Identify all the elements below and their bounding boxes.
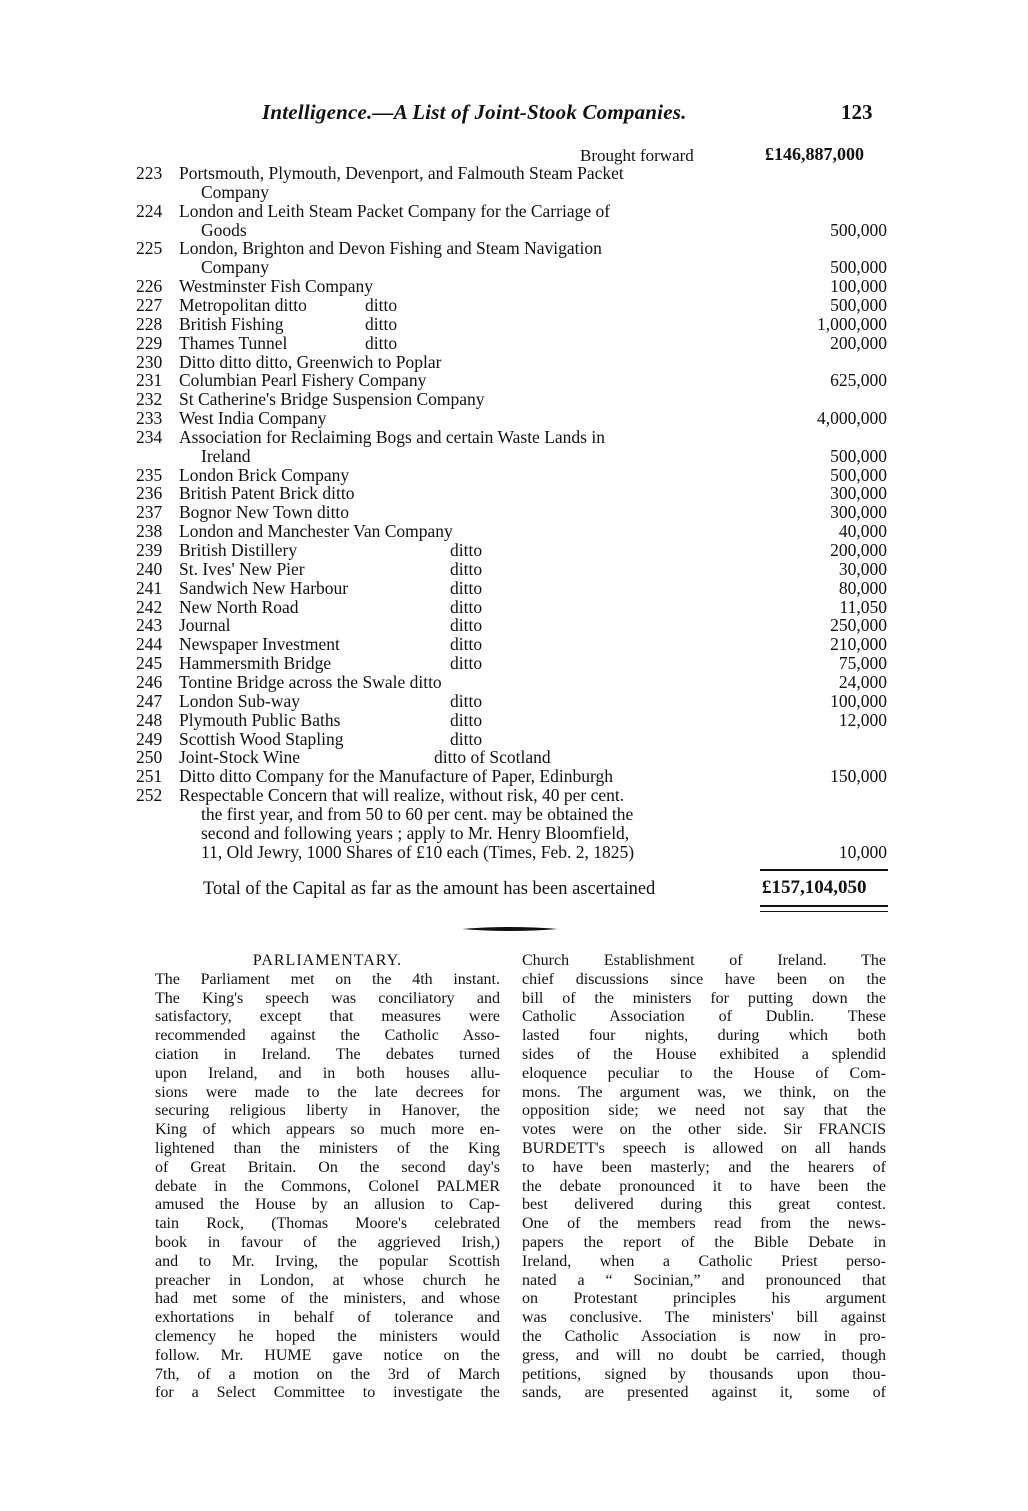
- entry-number: 238: [136, 521, 163, 542]
- entry-name-line: St Catherine's Bridge Suspension Company: [179, 389, 485, 410]
- entry-name-line: Metropolitan ditto: [179, 294, 307, 315]
- entry-amount: 200,000: [830, 540, 887, 560]
- text-line: amused the House by an allusion to Cap-: [155, 1196, 500, 1214]
- entry-amount: 75,000: [838, 653, 887, 674]
- entry-name-line: Ireland: [201, 445, 251, 466]
- entry-ditto: ditto: [450, 728, 483, 749]
- entry-number: 225: [136, 238, 163, 259]
- sum-rule: [760, 869, 888, 871]
- entry-name-line: New North Road: [179, 596, 299, 617]
- entry-name-line: West India Company: [179, 408, 327, 429]
- entry-number: 233: [136, 408, 163, 429]
- entry-name-line: St. Ives' New Pier: [179, 558, 305, 579]
- entry-ditto: ditto: [450, 615, 483, 636]
- entry-number: 246: [136, 671, 163, 692]
- entry-ditto: ditto: [450, 577, 483, 598]
- text-line: One of the members read from the news-: [522, 1215, 886, 1233]
- entry-amount: 10,000: [838, 841, 887, 862]
- entry-number: 231: [136, 370, 163, 391]
- entry-ditto: ditto: [450, 540, 483, 560]
- entry-name-line: Thames Tunnel: [179, 332, 288, 353]
- text-line: of Great Britain. On the second day's: [155, 1158, 500, 1176]
- text-line: to have been masterly; and the hearers of: [522, 1158, 886, 1176]
- entry-ditto: ditto: [365, 332, 398, 353]
- entry-ditto: ditto of Scotland: [434, 747, 551, 768]
- text-line: ciation in Ireland. The debates turned: [155, 1045, 500, 1063]
- entry-number: 245: [136, 653, 163, 674]
- entry-name-line: Ditto ditto Company for the Manufacture of Paper, Edinburgh: [179, 766, 613, 787]
- entry-amount: 100,000: [830, 276, 887, 297]
- entry-amount: 80,000: [838, 577, 887, 598]
- text-line: debate in the Commons, Colonel PALMER: [155, 1177, 500, 1195]
- text-line: satisfactory, except that measures were: [155, 1008, 500, 1026]
- entry-amount: 1,000,000: [817, 313, 887, 334]
- entry-name-line: British Fishing: [179, 313, 284, 334]
- text-line: recommended against the Catholic Asso-: [155, 1027, 500, 1045]
- text-line: 7th, of a motion on the 3rd of March: [155, 1365, 500, 1383]
- entry-number: 236: [136, 483, 163, 504]
- entry-name-line: Journal: [179, 615, 231, 636]
- text-line: clemency he hoped the ministers would: [155, 1327, 500, 1345]
- total-label: Total of the Capital as far as the amount has been ascertained: [203, 879, 656, 899]
- entry-number: 232: [136, 389, 163, 410]
- text-line: tain Rock, (Thomas Moore's celebrated: [155, 1215, 500, 1233]
- entry-number: 241: [136, 577, 163, 598]
- entry-number: 247: [136, 690, 163, 711]
- text-line: follow. Mr. HUME gave notice on the: [155, 1346, 500, 1364]
- entry-number: 252: [136, 785, 163, 806]
- entry-ditto: ditto: [450, 690, 483, 711]
- entry-number: 248: [136, 709, 163, 730]
- entry-amount: 500,000: [830, 219, 887, 240]
- entry-name-line: Westminster Fish Company: [179, 276, 374, 297]
- entry-amount: 40,000: [838, 521, 887, 542]
- double-rule-top: [760, 905, 888, 907]
- brought-forward-label: Brought forward: [580, 146, 694, 165]
- entry-number: 227: [136, 294, 163, 315]
- entry-name-line: Portsmouth, Plymouth, Devenport, and Falmouth Steam Packet: [179, 163, 624, 183]
- entry-ditto: ditto: [450, 558, 483, 579]
- entry-number: 223: [136, 163, 163, 183]
- text-line: lightened than the ministers of the King: [155, 1139, 500, 1157]
- entry-number: 242: [136, 596, 163, 617]
- text-line: best delivered during this great contest.: [522, 1196, 886, 1214]
- entry-amount: 100,000: [830, 690, 887, 711]
- section-heading: PARLIAMENTARY.: [252, 952, 403, 969]
- entry-amount: 4,000,000: [817, 408, 887, 429]
- text-line: securing religious liberty in Hanover, the: [155, 1102, 500, 1120]
- entry-number: 251: [136, 766, 163, 787]
- text-line: gress, and will no doubt be carried, though: [522, 1346, 886, 1364]
- entry-amount: 150,000: [830, 766, 887, 787]
- entry-amount: 24,000: [838, 671, 887, 692]
- entry-ditto: ditto: [450, 653, 483, 674]
- left-column-text: [155, 971, 500, 1403]
- entry-number: 240: [136, 558, 163, 579]
- text-line: upon Ireland, and in both houses allu-: [155, 1064, 500, 1082]
- text-line: papers the report of the Bible Debate in: [522, 1233, 886, 1251]
- entry-name-line: Joint-Stock Wine: [179, 747, 300, 768]
- entry-number: 229: [136, 332, 163, 353]
- text-line: opposition side; we need not say that the: [522, 1102, 886, 1120]
- text-line: sands, are presented against it, some of: [522, 1384, 886, 1402]
- text-line: the debate pronounced it to have been the: [522, 1177, 886, 1195]
- parliamentary-left-column: [155, 952, 500, 1403]
- text-line: lasted four nights, during which both: [522, 1027, 886, 1045]
- entry-amount: 30,000: [838, 558, 887, 579]
- entry-number: 228: [136, 313, 163, 334]
- brought-forward-amount: £146,887,000: [765, 144, 864, 164]
- entry-name-line: Plymouth Public Baths: [179, 709, 341, 730]
- section-divider-ornament: [462, 925, 558, 933]
- entry-amount: 500,000: [830, 464, 887, 485]
- entry-amount: 250,000: [830, 615, 887, 636]
- entry-ditto: ditto: [365, 294, 398, 315]
- text-line: chief discussions since have been on the: [522, 970, 886, 988]
- entry-amount: 200,000: [830, 332, 887, 353]
- text-line: votes were on the other side. Sir FRANCIS: [522, 1121, 886, 1139]
- entry-name-line: London Brick Company: [179, 464, 350, 485]
- entry-name-line: Bognor New Town ditto: [179, 502, 350, 523]
- entry-name-line: London Sub-way: [179, 690, 301, 711]
- entry-name-line: London and Leith Steam Packet Company for the Carriage of: [179, 200, 611, 221]
- text-line: exhortations in behalf of tolerance and: [155, 1309, 500, 1327]
- entry-name-line: British Patent Brick ditto: [179, 483, 355, 504]
- entry-amount: 500,000: [830, 445, 887, 466]
- entry-number: 230: [136, 351, 163, 372]
- text-line: sides of the House exhibited a splendid: [522, 1045, 886, 1063]
- entry-ditto: ditto: [450, 709, 483, 730]
- entry-name-line: Scottish Wood Stapling: [179, 728, 344, 749]
- entry-name-line: Hammersmith Bridge: [179, 653, 332, 674]
- text-line: and to Mr. Irving, the popular Scottish: [155, 1252, 500, 1270]
- text-line: eloquence peculiar to the House of Com-: [522, 1064, 886, 1082]
- entry-amount: 500,000: [830, 294, 887, 315]
- entry-amount: 300,000: [830, 483, 887, 504]
- entry-name-line: Tontine Bridge across the Swale ditto: [179, 671, 442, 692]
- text-line: nated a “ Socinian,” and pronounced that: [522, 1271, 886, 1289]
- entry-name-line: Sandwich New Harbour: [179, 577, 349, 598]
- text-line: mons. The argument was, we think, on the: [522, 1083, 886, 1101]
- page-number: 123: [841, 100, 873, 124]
- running-head: [0, 100, 1028, 130]
- text-line: preacher in London, at whose church he: [155, 1271, 500, 1289]
- text-line: for a Select Committee to investigate the: [155, 1384, 500, 1402]
- text-line: Catholic Association of Dublin. These: [522, 1008, 886, 1026]
- text-line: BURDETT's speech is allowed on all hands: [522, 1139, 886, 1157]
- entry-amount: 11,050: [839, 596, 887, 617]
- entry-name-line: the first year, and from 50 to 60 per cent. may be obtained the: [201, 803, 634, 824]
- running-head-title: Intelligence.—A List of Joint-Stook Companies.: [262, 100, 687, 124]
- parliamentary-right-column: [522, 952, 886, 1403]
- entry-number: 249: [136, 728, 163, 749]
- entry-name-line: Respectable Concern that will realize, without risk, 40 per cent.: [179, 785, 625, 806]
- total-amount: £157,104,050: [762, 877, 867, 898]
- right-column-text: [522, 952, 886, 1403]
- text-line: bill of the ministers for putting down the: [522, 989, 886, 1007]
- entry-name-line: Ditto ditto ditto, Greenwich to Poplar: [179, 351, 442, 372]
- entry-amount: 300,000: [830, 502, 887, 523]
- entry-amount: 500,000: [830, 257, 887, 278]
- entry-ditto: ditto: [365, 313, 398, 334]
- entry-amount: 210,000: [830, 634, 887, 655]
- entry-number: 237: [136, 502, 163, 523]
- text-line: book in favour of the aggrieved Irish,): [155, 1233, 500, 1251]
- entry-name-line: 11, Old Jewry, 1000 Shares of £10 each (Times, Feb. 2, 1825): [201, 841, 635, 862]
- entry-name-line: second and following years ; apply to Mr. Henry Bloomfield,: [201, 822, 630, 843]
- entry-name-line: British Distillery: [179, 540, 298, 560]
- text-line: on Protestant principles his argument: [522, 1290, 886, 1308]
- text-line: Ireland, when a Catholic Priest perso-: [522, 1252, 886, 1270]
- entry-amount: 625,000: [830, 370, 887, 391]
- entry-number: 226: [136, 276, 163, 297]
- entry-name-line: Newspaper Investment: [179, 634, 340, 655]
- entry-number: 250: [136, 747, 163, 768]
- double-rule-bottom: [760, 911, 888, 912]
- text-line: King of which appears so much more en-: [155, 1121, 500, 1139]
- text-line: Church Establishment of Ireland. The: [522, 952, 886, 969]
- entry-name-line: London and Manchester Van Company: [179, 521, 453, 542]
- entry-name-line: Association for Reclaiming Bogs and certain Waste Lands in: [179, 426, 605, 447]
- text-line: petitions, signed by thousands upon thou-: [522, 1365, 886, 1383]
- entry-name-line: Company: [201, 257, 270, 278]
- entry-number: 235: [136, 464, 163, 485]
- text-line: sions were made to the late decrees for: [155, 1083, 500, 1101]
- text-line: was conclusive. The ministers' bill against: [522, 1309, 886, 1327]
- entry-number: 244: [136, 634, 163, 655]
- entry-name-line: Columbian Pearl Fishery Company: [179, 370, 427, 391]
- text-line: The King's speech was conciliatory and: [155, 989, 500, 1007]
- entry-number: 224: [136, 200, 163, 221]
- entry-name-line: Company: [201, 181, 270, 202]
- text-line: the Catholic Association is now in pro-: [522, 1327, 886, 1345]
- entry-ditto: ditto: [450, 596, 483, 617]
- entry-number: 243: [136, 615, 163, 636]
- entry-name-line: Goods: [201, 219, 247, 240]
- entry-number: 239: [136, 540, 163, 560]
- entry-amount: 12,000: [838, 709, 887, 730]
- entry-ditto: ditto: [450, 634, 483, 655]
- entry-number: 234: [136, 426, 163, 447]
- text-line: had met some of the ministers, and whose: [155, 1290, 500, 1308]
- entry-name-line: London, Brighton and Devon Fishing and Steam Navigation: [179, 238, 602, 259]
- text-line: The Parliament met on the 4th instant.: [155, 970, 500, 988]
